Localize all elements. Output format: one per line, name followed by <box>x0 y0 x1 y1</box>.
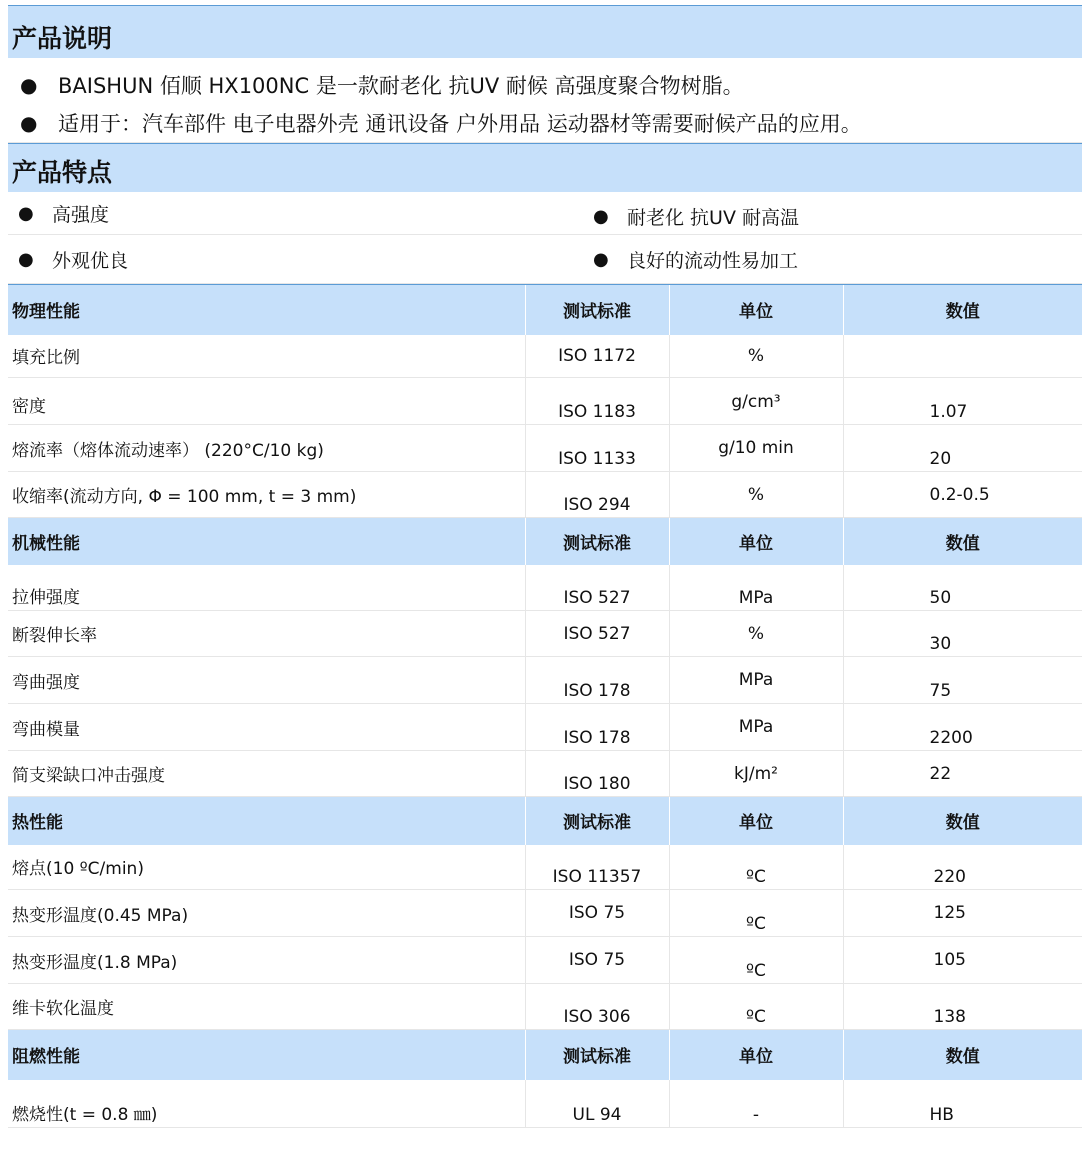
feature-row <box>8 192 1082 235</box>
test-standard: ISO 178 <box>525 657 669 704</box>
test-standard: ISO 306 <box>525 984 669 1030</box>
value: HB <box>843 1080 1082 1128</box>
header-value: 数值 <box>843 1030 1082 1080</box>
unit: MPa <box>669 704 843 751</box>
property-name: 弯曲强度 <box>8 657 525 704</box>
test-standard: ISO 1172 <box>525 335 669 378</box>
header-unit: 单位 <box>669 1030 843 1080</box>
section-header-flame <box>8 1030 1082 1080</box>
property-name: 热变形温度(1.8 MPa) <box>8 937 525 984</box>
table-row <box>8 565 1082 611</box>
header-unit: 单位 <box>669 518 843 565</box>
feature-row <box>8 235 1082 284</box>
header-standard: 测试标准 <box>525 285 669 335</box>
unit: MPa <box>669 657 843 704</box>
table-row <box>8 751 1082 797</box>
test-standard: ISO 527 <box>525 565 669 611</box>
header-standard: 测试标准 <box>525 518 669 565</box>
test-standard: ISO 11357 <box>525 845 669 890</box>
section-header-thermal <box>8 797 1082 845</box>
datasheet <box>8 5 1082 1128</box>
test-standard: ISO 75 <box>525 937 669 984</box>
test-standard: ISO 1133 <box>525 425 669 472</box>
header-standard: 测试标准 <box>525 797 669 845</box>
features-title: 产品特点 <box>8 143 1082 192</box>
test-standard: ISO 75 <box>525 890 669 937</box>
bullet-icon: ● <box>593 205 609 227</box>
table-row <box>8 937 1082 984</box>
table-row <box>8 425 1082 472</box>
test-standard: ISO 178 <box>525 704 669 751</box>
properties-table <box>8 284 1082 1128</box>
table-row <box>8 890 1082 937</box>
unit: - <box>669 1080 843 1128</box>
property-name: 填充比例 <box>8 335 525 378</box>
table-row <box>8 1080 1082 1128</box>
feature-item: ● 耐老化 抗UV 耐高温 <box>583 192 1082 234</box>
property-name: 维卡软化温度 <box>8 984 525 1030</box>
description-title: 产品说明 <box>8 5 1082 58</box>
value: 1.07 <box>843 378 1082 425</box>
bullet-icon: ● <box>18 248 34 270</box>
table-row <box>8 611 1082 657</box>
unit: ºC <box>669 845 843 890</box>
value: 105 <box>843 937 1082 984</box>
test-standard: ISO 294 <box>525 472 669 518</box>
header-standard: 测试标准 <box>525 1030 669 1080</box>
header-value: 数值 <box>843 797 1082 845</box>
bullet-icon: ● <box>18 202 34 224</box>
description-text: BAISHUN 佰顺 HX100NC 是一款耐老化 抗UV 耐候 高强度聚合物树脂。 <box>58 74 744 98</box>
section-name: 物理性能 <box>8 285 525 335</box>
value: 2200 <box>843 704 1082 751</box>
test-standard: ISO 180 <box>525 751 669 797</box>
value: 75 <box>843 657 1082 704</box>
section-name: 机械性能 <box>8 518 525 565</box>
unit: g/10 min <box>669 425 843 472</box>
value <box>843 335 1082 378</box>
description-line <box>8 66 1082 104</box>
property-name: 熔点(10 ºC/min) <box>8 845 525 890</box>
section-name: 热性能 <box>8 797 525 845</box>
bullet-icon: ● <box>593 248 609 270</box>
feature-item: ● 高强度 <box>8 192 583 234</box>
value: 30 <box>843 611 1082 657</box>
table-row <box>8 984 1082 1030</box>
property-name: 燃烧性(t = 0.8 ㎜) <box>8 1080 525 1128</box>
value: 22 <box>843 751 1082 797</box>
header-value: 数值 <box>843 285 1082 335</box>
property-name: 弯曲模量 <box>8 704 525 751</box>
unit: ºC <box>669 890 843 937</box>
property-name: 断裂伸长率 <box>8 611 525 657</box>
feature-item: ● 外观优良 <box>8 235 583 283</box>
test-standard: ISO 1183 <box>525 378 669 425</box>
bullet-icon: ● <box>20 73 38 97</box>
value: 0.2-0.5 <box>843 472 1082 518</box>
value: 138 <box>843 984 1082 1030</box>
value: 50 <box>843 565 1082 611</box>
value: 20 <box>843 425 1082 472</box>
section-header-mechanical <box>8 518 1082 565</box>
value: 125 <box>843 890 1082 937</box>
value: 220 <box>843 845 1082 890</box>
property-name: 收缩率(流动方向, Φ = 100 mm, t = 3 mm) <box>8 472 525 518</box>
unit: % <box>669 611 843 657</box>
unit: ºC <box>669 937 843 984</box>
property-name: 简支梁缺口冲击强度 <box>8 751 525 797</box>
section-name: 阻燃性能 <box>8 1030 525 1080</box>
test-standard: ISO 527 <box>525 611 669 657</box>
table-row <box>8 704 1082 751</box>
property-name: 热变形温度(0.45 MPa) <box>8 890 525 937</box>
table-row <box>8 845 1082 890</box>
table-row <box>8 472 1082 518</box>
header-unit: 单位 <box>669 285 843 335</box>
description-line <box>8 104 1082 143</box>
unit: kJ/m² <box>669 751 843 797</box>
property-name: 密度 <box>8 378 525 425</box>
unit: % <box>669 335 843 378</box>
description-text: 适用于：汽车部件 电子电器外壳 通讯设备 户外用品 运动器材等需要耐候产品的应用。 <box>58 112 862 136</box>
unit: % <box>669 472 843 518</box>
table-row <box>8 378 1082 425</box>
table-row <box>8 335 1082 378</box>
feature-item: ● 良好的流动性易加工 <box>583 235 1082 283</box>
unit: ºC <box>669 984 843 1030</box>
header-value: 数值 <box>843 518 1082 565</box>
property-name: 拉伸强度 <box>8 565 525 611</box>
unit: g/cm³ <box>669 378 843 425</box>
table-row <box>8 657 1082 704</box>
test-standard: UL 94 <box>525 1080 669 1128</box>
section-header-physical <box>8 285 1082 335</box>
header-unit: 单位 <box>669 797 843 845</box>
property-name: 熔流率（熔体流动速率） (220°C/10 kg) <box>8 425 525 472</box>
unit: MPa <box>669 565 843 611</box>
bullet-icon: ● <box>20 111 38 135</box>
